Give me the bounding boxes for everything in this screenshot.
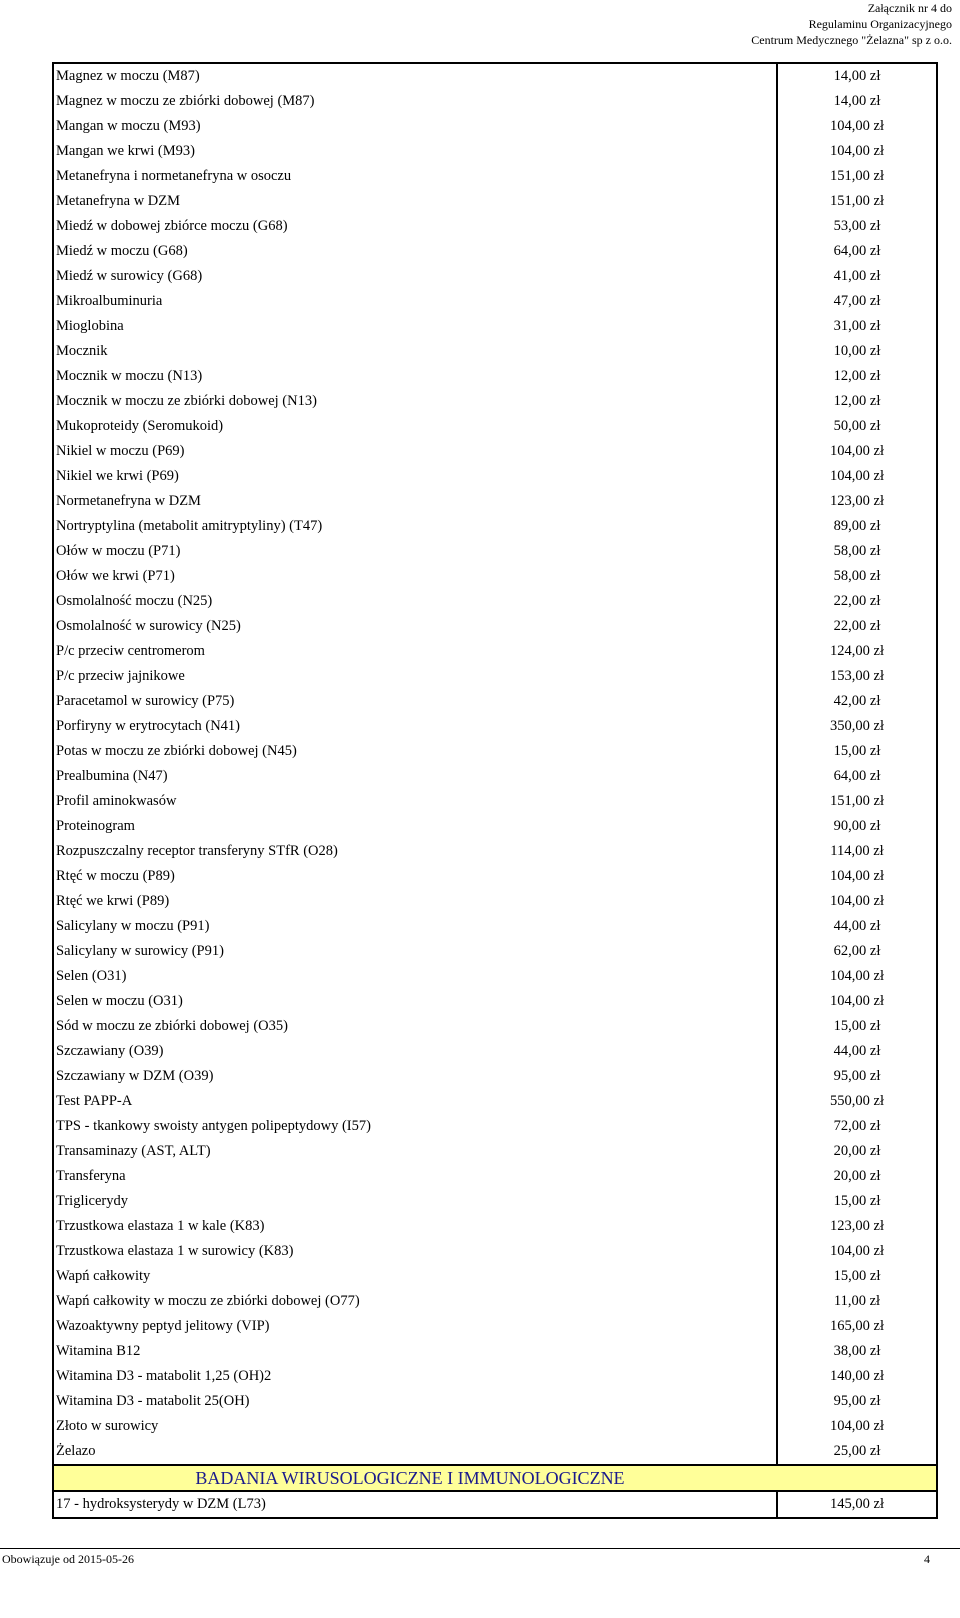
table-row <box>53 1439 937 1465</box>
test-name-cell: Żelazo <box>53 1439 777 1465</box>
header-line-2: Regulaminu Organizacyjnego <box>808 17 952 31</box>
price-cell: 15,00 zł <box>833 1268 881 1284</box>
price-cell: 38,00 zł <box>833 1343 881 1359</box>
price-cell: 47,00 zł <box>833 293 881 309</box>
test-name-cell: Selen w moczu (O31) <box>53 989 777 1014</box>
table-row <box>53 1114 937 1139</box>
table-row <box>53 164 937 189</box>
price-cell: 64,00 zł <box>833 243 881 259</box>
table-row <box>53 139 937 164</box>
footer-effective-date: Obowiązuje od 2015-05-26 <box>2 1552 134 1566</box>
table-row <box>53 964 937 989</box>
table-row <box>53 989 937 1014</box>
price-cell: 95,00 zł <box>833 1068 881 1084</box>
test-name-cell: Triglicerydy <box>53 1189 777 1214</box>
table-row <box>53 289 937 314</box>
price-cell: 41,00 zł <box>833 268 881 284</box>
test-name-cell: Mangan we krwi (M93) <box>53 139 777 164</box>
test-name-cell: Profil aminokwasów <box>53 789 777 814</box>
test-name-cell: Rtęć we krwi (P89) <box>53 889 777 914</box>
table-row <box>53 1314 937 1339</box>
table-row <box>53 314 937 339</box>
test-name-cell: Trzustkowa elastaza 1 w kale (K83) <box>53 1214 777 1239</box>
test-name-cell: Magnez w moczu ze zbiórki dobowej (M87) <box>53 89 777 114</box>
table-row <box>53 1214 937 1239</box>
price-cell: 104,00 zł <box>830 868 884 884</box>
price-cell: 95,00 zł <box>833 1393 881 1409</box>
test-name-cell: Mocznik <box>53 339 777 364</box>
price-list-body <box>53 63 937 1518</box>
price-cell: 90,00 zł <box>833 818 881 834</box>
table-row <box>53 114 937 139</box>
test-name-cell: Sód w moczu ze zbiórki dobowej (O35) <box>53 1014 777 1039</box>
price-cell: 58,00 zł <box>833 543 881 559</box>
price-cell: 14,00 zł <box>833 68 881 84</box>
table-row <box>53 1414 937 1439</box>
test-name-cell: Osmolalność moczu (N25) <box>53 589 777 614</box>
price-cell: 104,00 zł <box>830 143 884 159</box>
price-cell: 20,00 zł <box>833 1143 881 1159</box>
price-cell: 62,00 zł <box>833 943 881 959</box>
price-cell: 15,00 zł <box>833 743 881 759</box>
price-cell: 12,00 zł <box>833 368 881 384</box>
table-row <box>53 864 937 889</box>
test-name-cell: Mukoproteidy (Seromukoid) <box>53 414 777 439</box>
test-name-cell: Metanefryna i normetanefryna w osoczu <box>53 164 777 189</box>
price-cell: 104,00 zł <box>830 968 884 984</box>
table-row <box>53 514 937 539</box>
price-cell: 123,00 zł <box>830 493 884 509</box>
table-row <box>53 1039 937 1064</box>
table-row <box>53 689 937 714</box>
table-row <box>53 189 937 214</box>
price-cell: 64,00 zł <box>833 768 881 784</box>
table-row <box>53 1139 937 1164</box>
table-row <box>53 1089 937 1114</box>
document-header-note <box>751 0 952 48</box>
price-cell: 104,00 zł <box>830 893 884 909</box>
price-cell: 104,00 zł <box>830 118 884 134</box>
test-name-cell: Mioglobina <box>53 314 777 339</box>
test-name-cell: Nikiel we krwi (P69) <box>53 464 777 489</box>
test-name-cell: Rozpuszczalny receptor transferyny STfR (O28) <box>53 839 777 864</box>
table-row <box>53 889 937 914</box>
price-cell: 58,00 zł <box>833 568 881 584</box>
price-cell: 15,00 zł <box>833 1018 881 1034</box>
table-row <box>53 1014 937 1039</box>
test-name-cell: Proteinogram <box>53 814 777 839</box>
table-row <box>53 63 937 89</box>
test-name-cell: Normetanefryna w DZM <box>53 489 777 514</box>
test-name-cell: Witamina B12 <box>53 1339 777 1364</box>
price-cell: 140,00 zł <box>830 1368 884 1384</box>
test-name-cell: Miedź w surowicy (G68) <box>53 264 777 289</box>
test-name-cell: Nortryptylina (metabolit amitryptyliny) (T47) <box>53 514 777 539</box>
price-cell: 31,00 zł <box>833 318 881 334</box>
test-name-cell: Witamina D3 - matabolit 1,25 (OH)2 <box>53 1364 777 1389</box>
test-name-cell: Porfiryny w erytrocytach (N41) <box>53 714 777 739</box>
table-row <box>53 414 937 439</box>
price-cell: 104,00 zł <box>830 1418 884 1434</box>
table-row <box>53 814 937 839</box>
test-name-cell: TPS - tkankowy swoisty antygen polipeptydowy (I57) <box>53 1114 777 1139</box>
table-row <box>53 739 937 764</box>
price-cell: 104,00 zł <box>830 443 884 459</box>
price-cell: 72,00 zł <box>833 1118 881 1134</box>
price-cell: 14,00 zł <box>833 93 881 109</box>
test-name-cell: Selen (O31) <box>53 964 777 989</box>
table-row <box>53 764 937 789</box>
price-cell: 44,00 zł <box>833 918 881 934</box>
price-cell: 151,00 zł <box>830 168 884 184</box>
price-cell: 145,00 zł <box>830 1496 884 1512</box>
header-line-1: Załącznik nr 4 do <box>867 1 952 15</box>
price-cell: 350,00 zł <box>830 718 884 734</box>
price-cell: 50,00 zł <box>833 418 881 434</box>
price-cell: 151,00 zł <box>830 193 884 209</box>
test-name-cell: Witamina D3 - matabolit 25(OH) <box>53 1389 777 1414</box>
table-row <box>53 439 937 464</box>
table-row <box>53 264 937 289</box>
test-name-cell: Wazoaktywny peptyd jelitowy (VIP) <box>53 1314 777 1339</box>
test-name-cell: Miedź w moczu (G68) <box>53 239 777 264</box>
test-name-cell: 17 - hydroksysterydy w DZM (L73) <box>53 1491 777 1518</box>
table-row <box>53 1364 937 1389</box>
price-cell: 22,00 zł <box>833 618 881 634</box>
price-cell: 53,00 zł <box>833 218 881 234</box>
table-row <box>53 1264 937 1289</box>
price-cell: 89,00 zł <box>833 518 881 534</box>
table-row <box>53 1339 937 1364</box>
table-row <box>53 239 937 264</box>
price-cell: 104,00 zł <box>830 1243 884 1259</box>
price-cell: 10,00 zł <box>833 343 881 359</box>
price-cell: 44,00 zł <box>833 1043 881 1059</box>
table-row <box>53 539 937 564</box>
price-cell: 104,00 zł <box>830 993 884 1009</box>
table-row <box>53 614 937 639</box>
price-cell: 12,00 zł <box>833 393 881 409</box>
table-row <box>53 589 937 614</box>
footer-divider <box>0 1548 960 1549</box>
table-row <box>53 914 937 939</box>
table-row <box>53 639 937 664</box>
section-header-cell <box>53 1465 937 1491</box>
table-row <box>53 1189 937 1214</box>
test-name-cell: Paracetamol w surowicy (P75) <box>53 689 777 714</box>
price-cell: 20,00 zł <box>833 1168 881 1184</box>
table-row <box>53 489 937 514</box>
test-name-cell: Ołów w moczu (P71) <box>53 539 777 564</box>
table-row <box>53 789 937 814</box>
test-name-cell: P/c przeciw centromerom <box>53 639 777 664</box>
table-row <box>53 339 937 364</box>
test-name-cell: Potas w moczu ze zbiórki dobowej (N45) <box>53 739 777 764</box>
test-name-cell: Mikroalbuminuria <box>53 289 777 314</box>
table-row <box>53 389 937 414</box>
price-cell: 104,00 zł <box>830 468 884 484</box>
price-cell: 25,00 zł <box>833 1443 881 1459</box>
test-name-cell: Mocznik w moczu (N13) <box>53 364 777 389</box>
table-row <box>53 464 937 489</box>
price-cell: 123,00 zł <box>830 1218 884 1234</box>
table-row <box>53 1164 937 1189</box>
table-row <box>53 1289 937 1314</box>
table-row <box>53 89 937 114</box>
section-header-row <box>53 1465 937 1491</box>
test-name-cell: Magnez w moczu (M87) <box>53 63 777 89</box>
table-row <box>53 1064 937 1089</box>
test-name-cell: Rtęć w moczu (P89) <box>53 864 777 889</box>
footer-page-number: 4 <box>924 1552 930 1566</box>
test-name-cell: Mangan w moczu (M93) <box>53 114 777 139</box>
price-cell: 15,00 zł <box>833 1193 881 1209</box>
test-name-cell: Transferyna <box>53 1164 777 1189</box>
table-row <box>53 1239 937 1264</box>
test-name-cell: Wapń całkowity <box>53 1264 777 1289</box>
price-cell: 114,00 zł <box>830 843 884 859</box>
test-name-cell: Prealbumina (N47) <box>53 764 777 789</box>
test-name-cell: Szczawiany w DZM (O39) <box>53 1064 777 1089</box>
test-name-cell: Miedź w dobowej zbiórce moczu (G68) <box>53 214 777 239</box>
table-row <box>53 364 937 389</box>
test-name-cell: Złoto w surowicy <box>53 1414 777 1439</box>
test-name-cell: Ołów we krwi (P71) <box>53 564 777 589</box>
test-name-cell: Test PAPP-A <box>53 1089 777 1114</box>
table-row <box>53 664 937 689</box>
header-line-3: Centrum Medycznego "Żelazna" sp z o.o. <box>751 33 952 47</box>
price-cell: 550,00 zł <box>830 1093 884 1109</box>
test-name-cell: Salicylany w moczu (P91) <box>53 914 777 939</box>
test-name-cell: Transaminazy (AST, ALT) <box>53 1139 777 1164</box>
test-name-cell: Mocznik w moczu ze zbiórki dobowej (N13) <box>53 389 777 414</box>
table-row <box>53 1389 937 1414</box>
price-cell: 151,00 zł <box>830 793 884 809</box>
test-name-cell: Metanefryna w DZM <box>53 189 777 214</box>
price-cell: 22,00 zł <box>833 593 881 609</box>
table-row <box>53 714 937 739</box>
section-title: BADANIA WIRUSOLOGICZNE I IMMUNOLOGICZNE <box>195 1468 625 1488</box>
table-row <box>53 214 937 239</box>
price-cell: 165,00 zł <box>830 1318 884 1334</box>
price-cell: 124,00 zł <box>830 643 884 659</box>
test-name-cell: Salicylany w surowicy (P91) <box>53 939 777 964</box>
table-row <box>53 564 937 589</box>
test-name-cell: Wapń całkowity w moczu ze zbiórki dobowej (O77) <box>53 1289 777 1314</box>
table-row <box>53 839 937 864</box>
test-name-cell: Nikiel w moczu (P69) <box>53 439 777 464</box>
test-name-cell: Trzustkowa elastaza 1 w surowicy (K83) <box>53 1239 777 1264</box>
price-cell: 153,00 zł <box>830 668 884 684</box>
test-name-cell: Osmolalność w surowicy (N25) <box>53 614 777 639</box>
table-row <box>53 1491 937 1518</box>
price-cell: 11,00 zł <box>833 1293 881 1309</box>
test-name-cell: Szczawiany (O39) <box>53 1039 777 1064</box>
price-list-table <box>52 62 938 1519</box>
table-row <box>53 939 937 964</box>
test-name-cell: P/c przeciw jajnikowe <box>53 664 777 689</box>
price-cell: 42,00 zł <box>833 693 881 709</box>
